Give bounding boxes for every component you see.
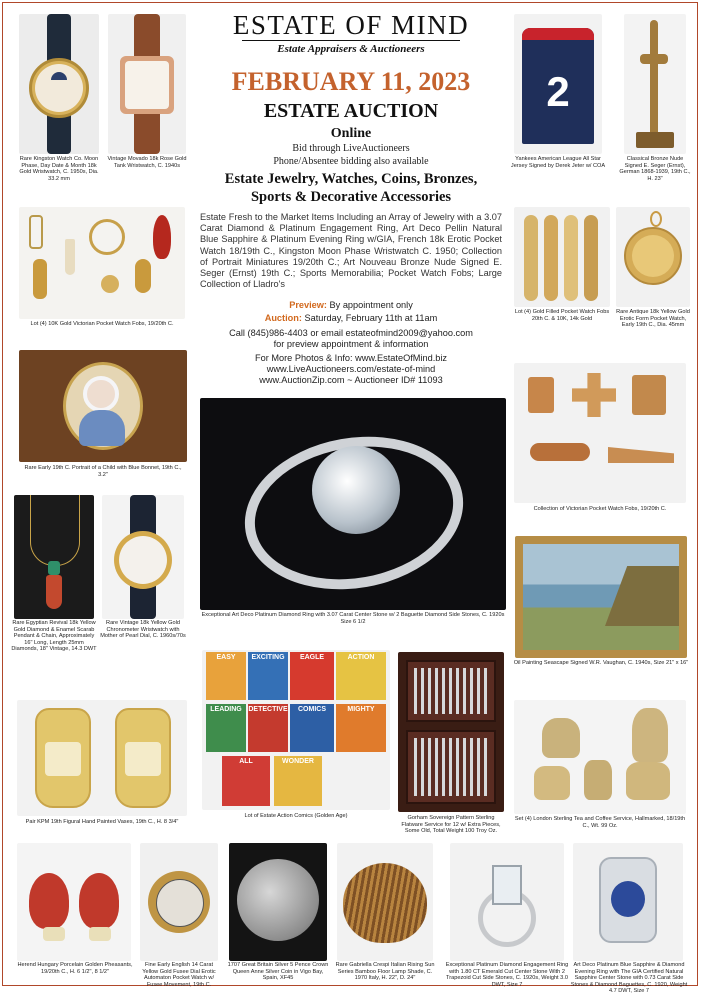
preview-label: Preview: bbox=[289, 300, 327, 310]
contact-line-2: for preview appointment & information bbox=[273, 339, 429, 349]
chronometer-watch-caption: Rare Vintage 18k Yellow Gold Chronometer Wristwatch with Mother of Pearl Dial, C. 1960s/70s bbox=[100, 620, 186, 640]
photos-line: For More Photos & Info: www.EstateOfMind.biz bbox=[255, 353, 447, 363]
portrait-miniature-caption: Rare Early 19th C. Portrait of a Child with Blue Bonnet, 19th C., 3.2" bbox=[24, 465, 182, 478]
auctionzip-link: www.AuctionZip.com ~ Auctioneer ID# 11093 bbox=[259, 375, 443, 385]
action-comics-caption: Lot of Estate Action Comics (Golden Age) bbox=[244, 813, 348, 819]
comic-cover: MIGHTY bbox=[336, 704, 386, 752]
comic-cover: EXCITING bbox=[248, 652, 288, 700]
silver-coin-caption: 1707 Great Britain Silver 5 Pence Crown Queen Anne Silver Coin in Vigo Bay, Spain, XF45 bbox=[227, 962, 329, 982]
comic-cover: EAGLE bbox=[290, 652, 334, 700]
seascape-painting-photo bbox=[515, 536, 687, 658]
scarab-pendant-photo bbox=[14, 495, 94, 619]
headline-line-1: Estate Jewelry, Watches, Coins, Bronzes, bbox=[224, 171, 478, 187]
logo-name: ESTATE OF MIND bbox=[232, 10, 470, 40]
movado-watch-photo bbox=[108, 14, 186, 154]
gold-fobs-caption: Lot (4) 10K Gold Victorian Pocket Watch Fobs, 19/20th C. bbox=[30, 321, 174, 327]
herend-pheasants-photo bbox=[17, 843, 131, 961]
tea-service-photo bbox=[514, 700, 686, 814]
sapphire-ring-photo bbox=[573, 843, 683, 961]
kingston-watch-caption: Rare Kingston Watch Co. Moon Phase, Day Date & Month 18k Gold Wristwatch, C. 1950s, Dia. 33.2 mm bbox=[19, 156, 99, 182]
gold-filled-fobs-caption: Lot (4) Gold Filled Pocket Watch Fobs 20th C. & 10K, 14k Gold bbox=[514, 309, 610, 322]
sapphire-ring-caption: Art Deco Platinum Blue Sapphire & Diamond Evening Ring with The GIA Certified Natural Sapphire Center Stone with 0.73 Carat Side Stones & Diamond Baguettes, C. 1920, Weight 4.7 DWT, Size 7 bbox=[570, 962, 688, 995]
bronze-nude-photo bbox=[624, 14, 686, 154]
emerald-cut-ring-caption: Exceptional Platinum Diamond Engagement Ring with 1.80 CT Emerald Cut Center Stone With 2 Trapezoid Cut Side Stones, C. 1920s, Weight 3.0 DWT, Size 7 bbox=[445, 962, 569, 988]
fusee-pocket-watch-photo bbox=[140, 843, 218, 961]
kingston-watch-photo bbox=[19, 14, 99, 154]
comic-cover: ALL bbox=[222, 756, 270, 806]
comic-cover: ACTION bbox=[336, 652, 386, 700]
gold-filled-fobs-photo bbox=[514, 207, 610, 307]
herend-pheasants-caption: Herend Hungary Porcelain Golden Pheasants, 19/20th C., H. 6 1/2", 8 1/2" bbox=[17, 962, 133, 975]
bid-line: Bid through LiveAuctioneers bbox=[292, 143, 410, 154]
scarab-pendant-caption: Rare Egyptian Revival 18k Yellow Gold Diamond & Enamel Scarab Pendant & Chain, Approximately 16" Long, Length 25mm Diamonds, 18" Vintage, 14.3 DWT bbox=[11, 620, 97, 653]
comic-cover: WONDER bbox=[274, 756, 322, 806]
seascape-painting-caption: Oil Painting Seascape Signed W.R. Vaughan, C. 1940s, Size 21" x 16" bbox=[513, 660, 689, 666]
preview-value: By appointment only bbox=[329, 300, 413, 310]
comic-cover: COMICS bbox=[290, 704, 334, 752]
jeter-jersey-caption: Yankees American League All Star Jersey Signed by Derek Jeter w/ COA bbox=[510, 156, 606, 169]
event-mode: Online bbox=[330, 126, 372, 141]
gold-fobs-photo bbox=[19, 207, 185, 319]
sterling-flatware-caption: Gorham Sovereign Pattern Sterling Flatware Service for 12 w/ Extra Pieces, Some Old, Total Weight 100 Troy Oz. bbox=[401, 815, 501, 835]
bamboo-lamp-shade-photo bbox=[337, 843, 433, 961]
erotic-pocket-watch-photo bbox=[616, 207, 690, 307]
bronze-nude-caption: Classical Bronze Nude Signed E. Seger (Ernst), German 1868-1939, 19th C., H. 23" bbox=[619, 156, 691, 182]
contact-line-1: Call (845)986-4403 or email estateofmind2009@yahoo.com bbox=[229, 328, 473, 338]
portrait-miniature-photo bbox=[19, 350, 187, 462]
tea-service-caption: Set (4) London Sterling Tea and Coffee Service, Hallmarked, 18/19th C., Wt. 99 Oz. bbox=[514, 816, 686, 829]
phone-line: Phone/Absentee bidding also available bbox=[273, 156, 429, 167]
headline-line-2: Sports & Decorative Accessories bbox=[250, 189, 452, 205]
preview-line bbox=[200, 300, 502, 311]
auction-value: Saturday, February 11th at 11am bbox=[304, 313, 438, 323]
comic-cover: LEADING bbox=[206, 704, 246, 752]
liveauctioneers-link: www.LiveAuctioneers.com/estate-of-mind bbox=[266, 364, 436, 374]
kpm-vases-photo bbox=[17, 700, 187, 816]
chronometer-watch-photo bbox=[102, 495, 184, 619]
bamboo-lamp-shade-caption: Rare Gabriella Crespi Italian Rising Sun Series Bamboo Floor Lamp Shade, C. 1970 Italy, H. 22", D. 24" bbox=[335, 962, 435, 982]
kpm-vases-caption: Pair KPM 19th Figural Hand Painted Vases, 19th C., H. 8 3/4" bbox=[25, 819, 179, 825]
event-title: ESTATE AUCTION bbox=[263, 100, 439, 122]
victorian-fobs-photo bbox=[514, 363, 686, 503]
action-comics-photo bbox=[202, 650, 390, 810]
auction-house-logo bbox=[228, 10, 474, 55]
silver-coin-photo bbox=[229, 843, 327, 961]
diamond-ring-caption: Exceptional Art Deco Platinum Diamond Ring with 3.07 Carat Center Stone w/ 2 Baguette Diamond Side Stones, C. 1920s Size 6 1/2 bbox=[201, 612, 505, 625]
auction-label: Auction: bbox=[264, 313, 302, 323]
fusee-pocket-watch-caption: Fine Early English 14 Carat Yellow Gold Fusee Dial Erotic Automaton Pocket Watch w/ Fusee Movement, 19th C. bbox=[142, 962, 216, 988]
sterling-flatware-photo bbox=[398, 652, 504, 812]
erotic-pocket-watch-caption: Rare Antique 18k Yellow Gold Erotic Form Pocket Watch, Early 19th C., Dia. 45mm bbox=[616, 309, 690, 329]
auction-date: FEBRUARY 11, 2023 bbox=[231, 67, 471, 96]
jeter-jersey-photo: 2 bbox=[514, 14, 602, 154]
comic-cover: DETECTIVE bbox=[248, 704, 288, 752]
comic-cover: EASY bbox=[206, 652, 246, 700]
auction-description: Estate Fresh to the Market Items Including an Array of Jewelry with a 3.07 Carat Diamond & Platinum Engagement Ring, Art Deco Pellin Natural Blue Sapphire & Platinum Evening Ring w/GIA, French 18k Erotic Pocket Watch 18/19th C., Kingston Moon Phase Wristwatch C. 1950; Collection of Portrait Miniatures 19/20th C.; Art Nouveau Bronze Nude Signed E. Seger (Ernst) 19th C.; Sports Memorabilia; Pocket Watch Fobs; Large Collection of Lladro's bbox=[200, 212, 502, 290]
logo-rule bbox=[242, 40, 460, 41]
victorian-fobs-caption: Collection of Victorian Pocket Watch Fobs, 19/20th C. bbox=[533, 506, 667, 512]
logo-subtitle: Estate Appraisers & Auctioneers bbox=[277, 43, 425, 55]
auction-line bbox=[200, 313, 502, 324]
diamond-ring-photo bbox=[200, 398, 506, 610]
movado-watch-caption: Vintage Movado 18k Rose Gold Tank Wristwatch, C. 1940s bbox=[107, 156, 187, 169]
emerald-cut-ring-photo bbox=[450, 843, 564, 961]
